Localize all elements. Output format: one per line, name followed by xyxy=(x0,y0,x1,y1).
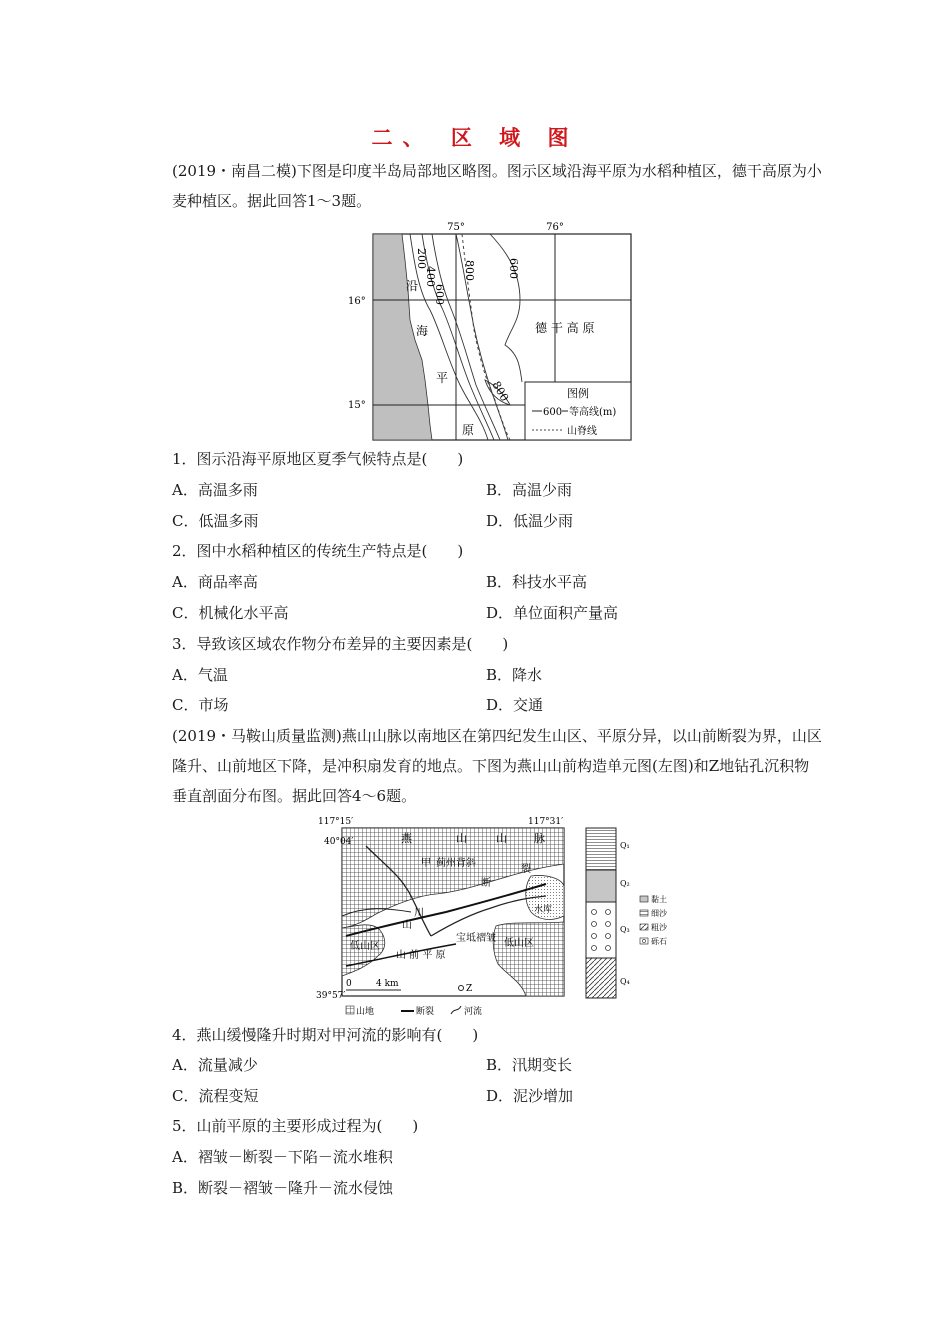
lowhill-east-label: 低山区 xyxy=(504,938,534,949)
legend-ridge-text: 山脊线 xyxy=(567,426,597,437)
q4-option-b[interactable]: B．汛期变长 xyxy=(486,1056,573,1074)
deccan-plateau-label: 德 干 高 原 xyxy=(535,321,595,335)
yan-label-1: 燕 xyxy=(401,832,412,845)
duan-label: 断 xyxy=(481,878,491,889)
q2-layer-label: Q₂ xyxy=(620,879,630,888)
q4-option-c[interactable]: C．流程变短 xyxy=(172,1087,259,1105)
india-region-map xyxy=(348,220,635,442)
question-3: 3．导致该区域农作物分布差异的主要因素是( ) xyxy=(172,635,509,653)
fine-sand-icon xyxy=(640,910,648,916)
layer-q3 xyxy=(586,902,616,958)
z-label: Z xyxy=(466,984,473,994)
layer-q4 xyxy=(586,958,616,998)
q5-option-a[interactable]: A．褶皱－断裂－下陷－流水堆积 xyxy=(172,1148,393,1166)
plain-label: 山 前 平 原 xyxy=(396,950,446,961)
contour-label-800-south: 800 xyxy=(489,379,512,404)
fine-sand-label: 细沙 xyxy=(651,909,667,918)
legend-fault: 断裂 xyxy=(416,1007,435,1017)
reservoir-label: 水库 xyxy=(534,905,553,915)
lon-west-label: 117°15′ xyxy=(318,817,354,827)
contour-label-600: 600 xyxy=(433,284,446,305)
question-2: 2．图中水稻种植区的传统生产特点是( ) xyxy=(172,542,464,560)
intro-paragraph-2: (2019・马鞍山质量监测)燕山山脉以南地区在第四纪发生山区、平原分异，以山前断裂为界，山区隆升、山前地区下降，是冲积扇发育的地点。下图为燕山山前构造单元图(左图)和Z地钻孔沉积物垂直剖面分布图。据此回答4～6题。 xyxy=(172,727,822,805)
contour-label-600-east: 600 xyxy=(507,258,520,279)
yan-label-4: 脉 xyxy=(534,832,545,845)
q1-option-c[interactable]: C．低温多雨 xyxy=(172,512,259,530)
q2-option-a[interactable]: A．商品率高 xyxy=(172,573,258,591)
q4-option-d[interactable]: D．泥沙增加 xyxy=(486,1087,574,1105)
q3-option-d[interactable]: D．交通 xyxy=(486,696,544,714)
section-title: 二、 区 域 图 xyxy=(371,125,579,150)
lon-76-label: 76° xyxy=(546,222,564,233)
q2-option-b[interactable]: B．科技水平高 xyxy=(486,573,588,591)
anticline-label: 蓟州背斜 xyxy=(436,858,476,869)
q1-layer-label: Q₁ xyxy=(620,841,630,850)
coastal-plain-label-1: 沿 xyxy=(406,279,419,293)
coastal-plain-label-3: 平 xyxy=(436,371,449,385)
question-5: 5．山前平原的主要形成过程为( ) xyxy=(172,1117,419,1135)
yan-label-3: 山 xyxy=(496,832,507,845)
legend-mountain: 山地 xyxy=(356,1007,375,1017)
layer-q1 xyxy=(586,828,616,870)
q3-option-b[interactable]: B．降水 xyxy=(486,666,543,684)
legend-contour-number: 600 xyxy=(543,407,563,418)
shanchuan-label-2: 川 xyxy=(414,908,424,919)
coarse-sand-label: 粗沙 xyxy=(651,923,667,932)
question-1: 1．图示沿海平原地区夏季气候特点是( ) xyxy=(172,450,464,468)
coastal-plain-label-2: 海 xyxy=(416,324,429,338)
lat-16-label: 16° xyxy=(348,296,366,307)
legend-contour-text: 等高线(m) xyxy=(569,407,617,418)
legend-river-icon xyxy=(451,1006,461,1014)
lon-east-label: 117°31′ xyxy=(528,817,564,827)
gravel-icon xyxy=(640,938,648,944)
gravel-label: 砾石 xyxy=(651,937,667,946)
clay-icon xyxy=(640,896,648,902)
lowhill-west-label: 低山区 xyxy=(350,941,380,952)
legend-title: 图例 xyxy=(567,387,589,400)
q2-option-d[interactable]: D．单位面积产量高 xyxy=(486,604,619,622)
shanchuan-label-1: 山 xyxy=(402,920,412,931)
borehole-profile xyxy=(584,826,684,1002)
q3-option-a[interactable]: A．气温 xyxy=(172,666,228,684)
q4-option-a[interactable]: A．流量减少 xyxy=(172,1056,258,1074)
lat-south-label: 39°57′ xyxy=(316,991,346,1001)
clay-label: 黏土 xyxy=(651,895,667,904)
intro-paragraph-1: (2019・南昌二模)下图是印度半岛局部地区略图。图示区域沿海平原为水稻种植区，德干高原为小麦种植区。据此回答1～3题。 xyxy=(172,162,822,210)
lon-75-label: 75° xyxy=(447,222,465,233)
q1-option-d[interactable]: D．低温少雨 xyxy=(486,512,574,530)
q1-option-b[interactable]: B．高温少雨 xyxy=(486,481,573,499)
lat-15-label: 15° xyxy=(348,400,366,411)
q3-layer-label: Q₃ xyxy=(620,925,630,934)
coarse-sand-icon xyxy=(640,924,648,930)
contour-label-400: 400 xyxy=(424,266,437,287)
q1-option-a[interactable]: A．高温多雨 xyxy=(172,481,258,499)
lie-label: 裂 xyxy=(521,864,531,875)
q2-option-c[interactable]: C．机械化水平高 xyxy=(172,604,289,622)
coastal-plain-label-4: 原 xyxy=(462,423,475,437)
question-4: 4．燕山缓慢隆升时期对甲河流的影响有( ) xyxy=(172,1026,479,1044)
lat-north-label: 40°04′ xyxy=(324,837,354,847)
q3-option-c[interactable]: C．市场 xyxy=(172,696,229,714)
scale-4km: 4 km xyxy=(376,979,399,989)
q4-layer-label: Q₄ xyxy=(620,977,630,986)
jia-label: 甲 xyxy=(421,858,431,869)
contour-label-200: 200 xyxy=(415,248,428,269)
legend-river: 河流 xyxy=(464,1007,483,1017)
legend-mountain-icon xyxy=(346,1006,354,1014)
yan-label-2: 山 xyxy=(456,832,467,845)
yanshan-structure-map xyxy=(306,816,574,1020)
baodi-fold-label: 宝坻褶皱 xyxy=(456,933,496,944)
q5-option-b[interactable]: B．断裂－褶皱－隆升－流水侵蚀 xyxy=(172,1179,394,1197)
contour-label-800: 800 xyxy=(463,260,476,281)
layer-q2 xyxy=(586,870,616,902)
scale-zero: 0 xyxy=(346,979,352,989)
